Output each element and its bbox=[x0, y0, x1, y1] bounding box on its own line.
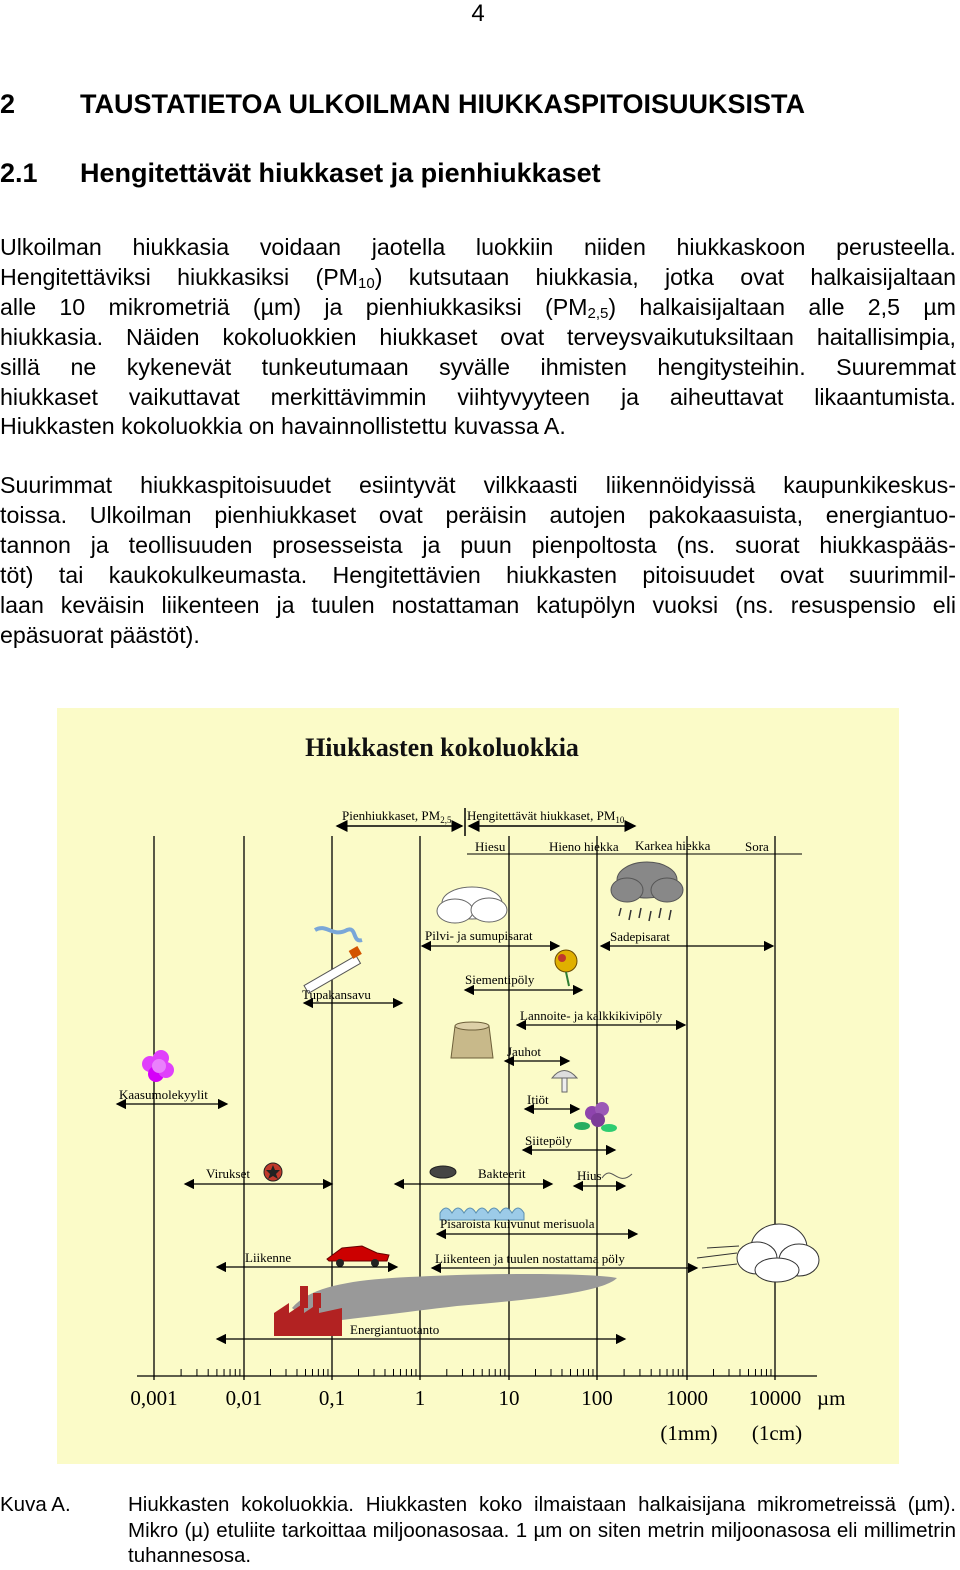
gas-molecule-icon bbox=[142, 1050, 174, 1082]
text-line: Hiukkasten kokoluokkia on havainnollistettu kuvassa A. bbox=[0, 413, 566, 440]
car-icon bbox=[327, 1246, 389, 1267]
page-number: 4 bbox=[471, 0, 485, 27]
flour-sack-icon bbox=[451, 1022, 493, 1058]
subsection-title: Hengitettävät hiukkaset ja pienhiukkaset bbox=[80, 158, 601, 188]
text-line: hiukkasia. Näiden kokoluokkien hiukkaset ovat terveysvaikutuksiltaan haitallisimpia, bbox=[0, 323, 956, 350]
subsection-heading bbox=[0, 158, 601, 189]
hair-icon bbox=[602, 1173, 632, 1178]
label-katupoly: Liikenteen ja tuulen nostattama pöly bbox=[435, 1251, 625, 1266]
pollen-icon bbox=[574, 1102, 617, 1132]
axis-ticks bbox=[154, 1364, 771, 1376]
label-siitepoly: Siitepöly bbox=[525, 1133, 572, 1148]
text-line bbox=[0, 293, 956, 323]
paragraph-2 bbox=[0, 471, 956, 650]
label-hius: Hius bbox=[577, 1168, 602, 1183]
section-number: 2 bbox=[0, 89, 16, 119]
tick-label: 0,1 bbox=[318, 1386, 346, 1410]
label-liikenne: Liikenne bbox=[245, 1250, 292, 1265]
pm25-label: Pienhiukkaset, $PM_{2,5}$ bbox=[342, 808, 452, 825]
tick-label: 1 bbox=[414, 1386, 426, 1410]
text-run: Hengitettäviksi hiukkasiksi (PM bbox=[0, 263, 358, 290]
caption-label: Kuva A. bbox=[0, 1493, 71, 1516]
text-line: tannon ja teollisuuden prosesseista ja puun pienpoltosta (ns. suorat hiukkaspääs- bbox=[0, 531, 956, 558]
axis-cm-label: (1cm) bbox=[751, 1421, 803, 1445]
tick-label: 10 bbox=[498, 1386, 520, 1410]
label-lannoite: Lannoite- ja kalkkikivipöly bbox=[520, 1008, 663, 1023]
tick-label: 0,01 bbox=[225, 1386, 263, 1410]
text-line: töt) tai kaukokulkeumasta. Hengitettävien hiukkasten pitoisuudet ovat suurimmil- bbox=[0, 561, 956, 588]
subsection-number: 2.1 bbox=[0, 158, 38, 188]
text-line: sillä ne kykenevät tunkeutumaan syvälle ihmisten hengitysteihin. Suuremmat bbox=[0, 353, 956, 380]
label-itiot: Itiöt bbox=[527, 1092, 549, 1107]
text-line: Ulkoilman hiukkasia voidaan jaotella luokkiin niiden hiukkaskoon perusteella. bbox=[0, 234, 956, 260]
bacteria-icon bbox=[430, 1166, 456, 1178]
figure-title: Hiukkasten kokoluokkia bbox=[305, 733, 579, 762]
section-title: TAUSTATIETOA ULKOILMAN HIUKKASPITOISUUKSISTA bbox=[80, 89, 805, 119]
text-line: laan keväisin liikenteen ja tuulen nostattaman katupölyn vuoksi (ns. resuspensio eli bbox=[0, 591, 956, 618]
pm10-label: Hengitettävät hiukkaset, $PM_{10}$ bbox=[467, 808, 625, 825]
paragraph-1 bbox=[0, 233, 956, 442]
virus-icon bbox=[264, 1163, 282, 1181]
caption-text: Hiukkasten kokoluokkia. Hiukkasten koko ilmaistaan halkaisijana mikrometreissä (µm). Mikro (µ) etuliite tarkoittaa miljoonasosaa. 1 µm on siten metrin miljoonasosa eli millimetrin tuhannesosa. bbox=[128, 1493, 956, 1567]
cloud-icon bbox=[437, 887, 507, 923]
label-energia: Energiantuotanto bbox=[350, 1322, 440, 1337]
text-run: ) halkaisijaltaan alle 2,5 µm bbox=[608, 293, 956, 320]
cigarette-icon bbox=[304, 928, 362, 993]
class-sora: Sora bbox=[745, 839, 769, 854]
label-virukset: Virukset bbox=[206, 1166, 250, 1181]
axis-mm-label: (1mm) bbox=[660, 1421, 718, 1445]
label-siemen: Siementipöly bbox=[465, 972, 535, 987]
class-karkea-hiekka: Karkea hiekka bbox=[635, 838, 711, 853]
class-hieno-hiekka: Hieno hiekka bbox=[549, 839, 619, 854]
text-run: alle 10 mikrometriä (µm) ja pienhiukkasiksi (PM bbox=[0, 293, 588, 320]
subscript: 10 bbox=[358, 274, 375, 292]
text-line bbox=[0, 263, 956, 293]
text-run: ) kutsutaan hiukkasia, jotka ovat halkaisijaltaan bbox=[374, 263, 956, 290]
subscript: 2,5 bbox=[587, 304, 609, 322]
text-line: hiukkaset vaikuttavat merkittävimmin viihtyvyyteen ja aiheuttavat likaantumista. bbox=[0, 383, 956, 410]
tick-label: 10000 bbox=[748, 1386, 802, 1410]
tick-label: 0,001 bbox=[130, 1386, 178, 1410]
section-heading bbox=[0, 89, 805, 120]
tick-label: 1000 bbox=[666, 1386, 708, 1410]
label-merisuola: Pisaroista kuivunut merisuola bbox=[440, 1216, 595, 1231]
tick-label: 100 bbox=[581, 1386, 613, 1410]
dust-cloud-icon bbox=[697, 1224, 819, 1282]
spore-icon bbox=[552, 1071, 577, 1093]
particle-size-diagram bbox=[57, 708, 899, 1464]
class-hiesu: Hiesu bbox=[475, 839, 506, 854]
label-tupakansavu: Tupakansavu bbox=[302, 987, 371, 1002]
rain-cloud-icon bbox=[611, 862, 683, 921]
text-line: toissa. Ulkoilman pienhiukkaset ovat peräisin autojen pakokaasuista, energiantuo- bbox=[0, 501, 956, 528]
seed-icon bbox=[555, 950, 577, 986]
axis-tick-labels bbox=[130, 1386, 845, 1445]
label-jauhot: Jauhot bbox=[507, 1044, 541, 1059]
text-line: epäsuorat päästöt). bbox=[0, 621, 200, 648]
label-pilvi: Pilvi- ja sumupisarat bbox=[425, 928, 533, 943]
axis-unit: µm bbox=[817, 1386, 846, 1410]
particle-size-figure bbox=[57, 708, 899, 1464]
label-kaasu: Kaasumolekyylit bbox=[119, 1087, 208, 1102]
text-line: Suurimmat hiukkaspitoisuudet esiintyvät vilkkaasti liikennöidyissä kaupunkikeskus- bbox=[0, 472, 956, 498]
label-bakteerit: Bakteerit bbox=[478, 1166, 526, 1181]
label-sade: Sadepisarat bbox=[610, 929, 670, 944]
